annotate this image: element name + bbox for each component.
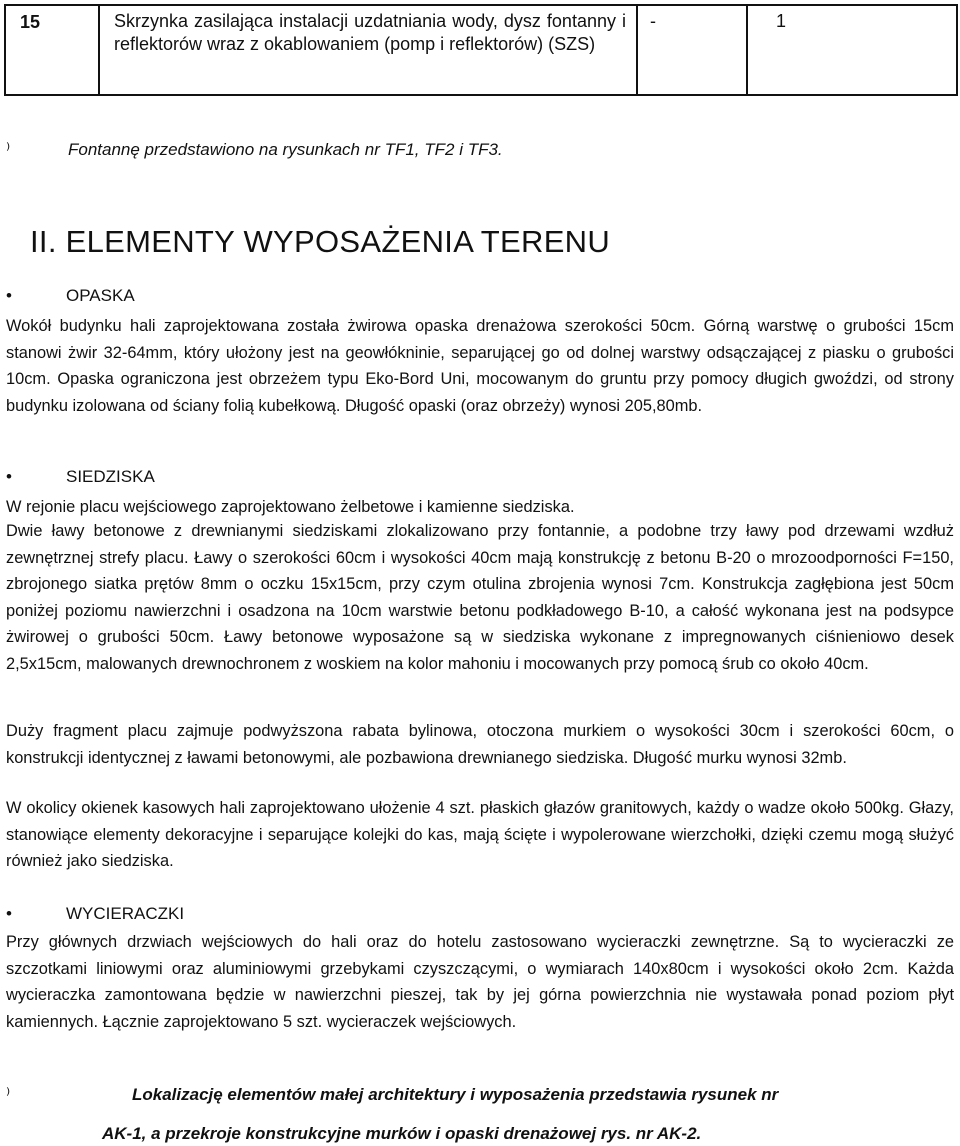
heading-siedziska: SIEDZISKA (66, 467, 155, 486)
note-marker: ⁾ (6, 1085, 11, 1104)
note-bottom-text-1: Lokalizację elementów małej architektury i wyposażenia przedstawia rysunek nr (132, 1085, 779, 1104)
bullet-icon: • (6, 904, 12, 923)
bullet-heading-siedziska (6, 467, 155, 487)
note-top-text: Fontannę przedstawiono na rysunkach nr TF1, TF2 i TF3. (68, 140, 503, 159)
row-col3-value: - (638, 6, 748, 94)
section-title: II. ELEMENTY WYPOSAŻENIA TERENU (30, 224, 611, 259)
note-top (6, 140, 503, 160)
note-bottom-line-1 (6, 1085, 956, 1105)
row-description: Skrzynka zasilająca instalacji uzdatniania wody, dysz fontanny i reflektorów wraz z okablowaniem (pomp i reflektorów) (SZS) (100, 6, 638, 94)
paragraph-siedziska-1: W rejonie placu wejściowego zaprojektowano żelbetowe i kamienne siedziska. (6, 498, 575, 516)
row-number: 15 (6, 6, 100, 94)
heading-wycieraczki: WYCIERACZKI (66, 904, 185, 923)
bullet-icon: • (6, 286, 12, 305)
paragraph-opaska: Wokół budynku hali zaprojektowana została żwirowa opaska drenażowa szerokości 50cm. Górną warstwę o grubości 15cm stanowi żwir 32-64mm, który ułożony jest na geowłókninie, separującej go od dolnej warstwy odsączającej z piasku o grubości 10cm. Opaska ograniczona jest obrzeżem typu Eko-Bord Uni, mocowanym do gruntu przy pomocy długich gwoździ, od strony budynku izolowana od ściany folią kubełkową. Długość opaski (oraz obrzeży) wynosi 205,80mb. (6, 317, 954, 415)
paragraph-siedziska-4: W okolicy okienek kasowych hali zaprojektowano ułożenie 4 szt. płaskich głazów granitowych, każdy o wadze około 500kg. Głazy, stanowiące elementy dekoracyjne i separujące kolejki do kas, mają ścięte i wypolerowane wierzchołki, dzięki czemu mogą służyć również jako siedziska. (6, 799, 954, 871)
paragraph-siedziska-3: Duży fragment placu zajmuje podwyższona rabata bylinowa, otoczona murkiem o wysokości 30cm i szerokości 60cm, o konstrukcji identycznej z ławami betonowymi, ale pozbawiona drewnianego siedziska. Długość murku wynosi 32mb. (6, 722, 954, 767)
row-quantity: 1 (776, 11, 787, 31)
bullet-heading-opaska (6, 286, 135, 306)
note-marker: ⁾ (6, 140, 11, 159)
bullet-heading-wycieraczki (6, 904, 184, 924)
paragraph-siedziska-2: Dwie ławy betonowe z drewnianymi siedziskami zlokalizowano przy fontannie, a podobne trzy ławy pod drzewami wzdłuż zewnętrznej strefy placu. Ławy o szerokości 60cm i wysokości 40cm mają konstrukcję z betonu B-20 o mrozoodporności F=150, zbrojonego siatka prętów 8mm o oczku 15x15cm, przy czym otulina zbrojenia wynosi 7cm. Konstrukcja zagłębiona jest 50cm poniżej poziomu nawierzchni i osadzona na 10cm warstwie betonu podkładowego B-10, a całość wykonana jest na podsypce żwirowej o grubości 50cm. Ławy betonowe wyposażone są w siedziska wykonane z impregnowanych ciśnieniowo desek 2,5x15cm, malowanych drewnochronem z woskiem na kolor mahoniu i mocowanych przy pomocą śrub co około 40cm. (6, 522, 954, 673)
bullet-icon: • (6, 467, 12, 486)
equipment-table-row (4, 4, 958, 96)
heading-opaska: OPASKA (66, 286, 135, 305)
note-bottom-line-2: AK-1, a przekroje konstrukcyjne murków i opaski drenażowej rys. nr AK-2. (102, 1124, 702, 1143)
paragraph-wycieraczki: Przy głównych drzwiach wejściowych do hali oraz do hotelu zastosowano wycieraczki zewnętrzne. Są to wycieraczki ze szczotkami liniowymi oraz aluminiowymi grzebykami czyszczącymi, o wymiarach 140x80cm i wysokości około 2cm. Każda wycieraczka zamontowana będzie w nawierzchni pieszej, tak by jej górna powierzchnia nie wystawała ponad poziom płyt kamiennych. Łącznie zaprojektowano 5 szt. wycieraczek wejściowych. (6, 933, 954, 1031)
